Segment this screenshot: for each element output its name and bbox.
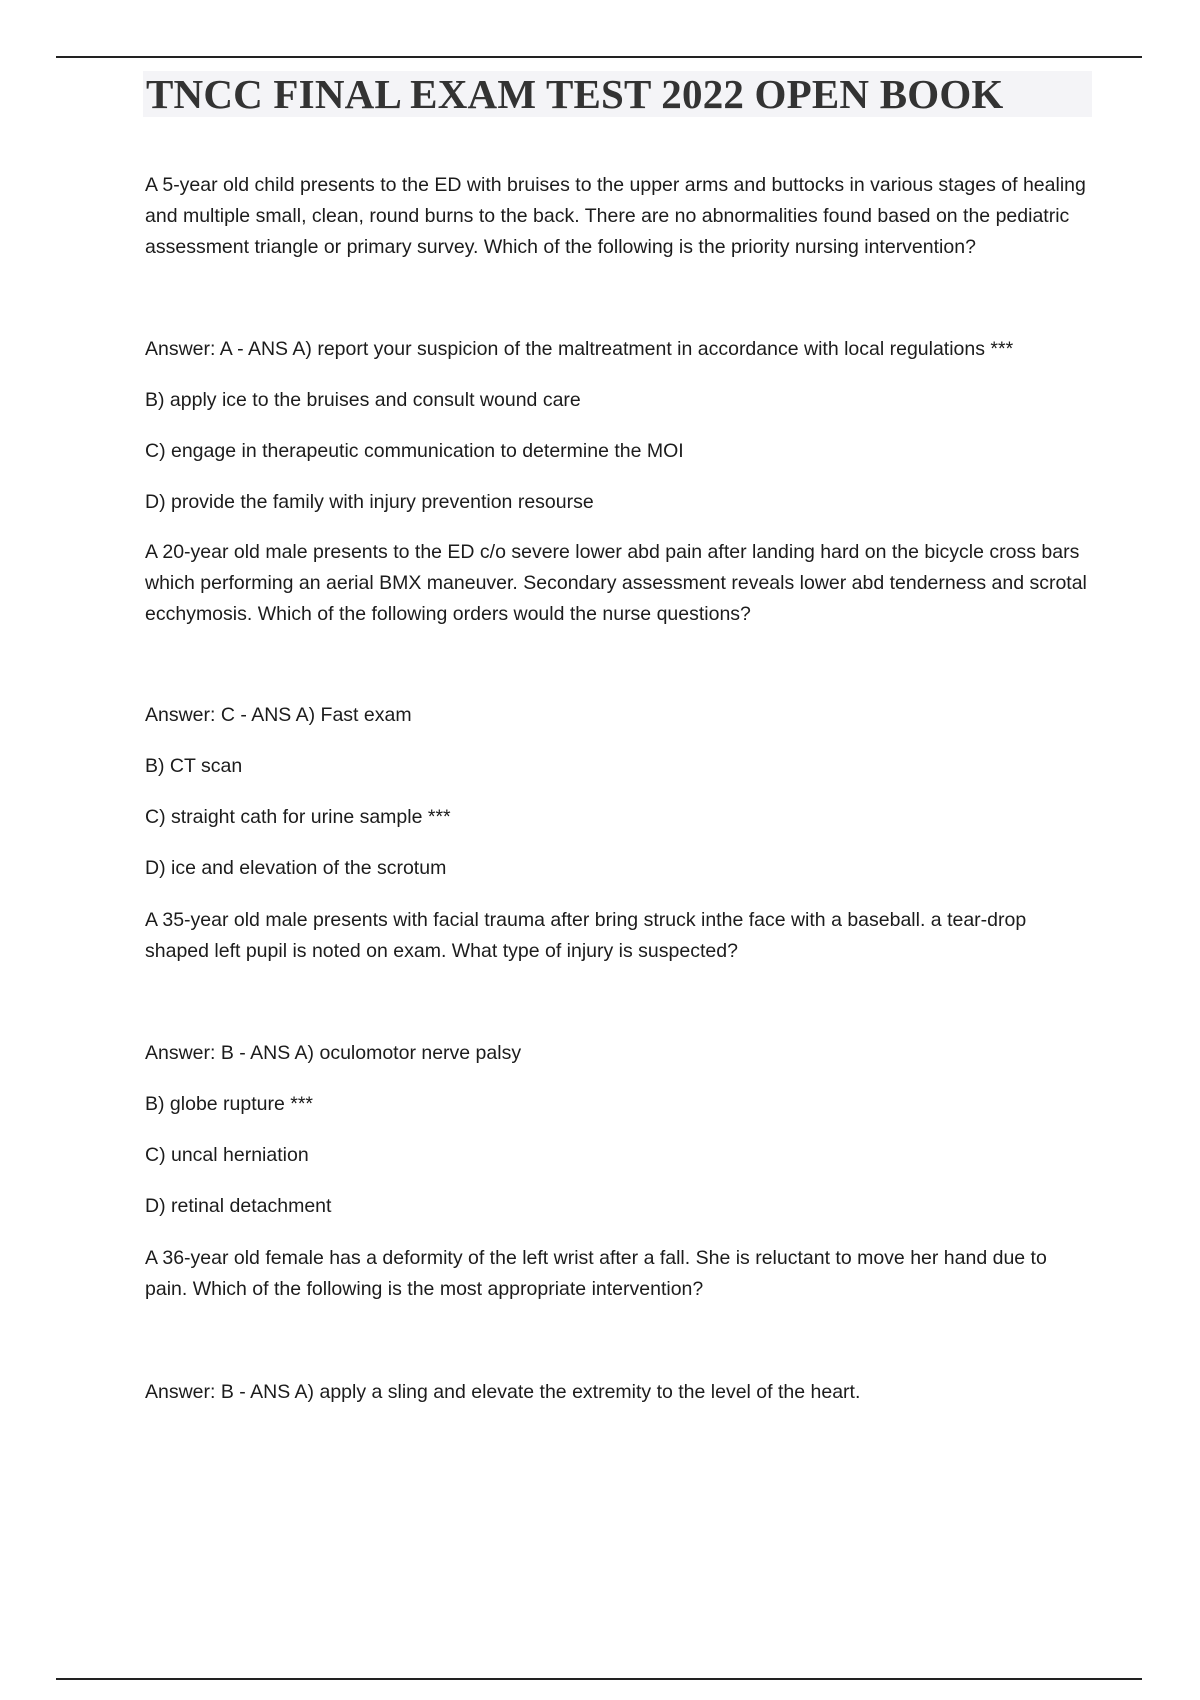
bottom-rule [56, 1678, 1142, 1680]
answer-option: C) uncal herniation [145, 1144, 309, 1166]
question-block-4 [145, 1243, 1090, 1408]
answer-option: D) provide the family with injury prevention resourse [145, 491, 594, 513]
document-body [145, 170, 1090, 1408]
answer-option: C) engage in therapeutic communication to determine the MOI [145, 440, 684, 462]
question-text: A 20-year old male presents to the ED c/o severe lower abd pain after landing hard on the bicycle cross bars which performing an aerial BMX maneuver. Secondary assessment reveals lower abd tenderness and scrotal ecchymosis. Which of the following orders would the nurse questions? [145, 541, 1087, 625]
answer-line: Answer: B - ANS A) oculomotor nerve palsy [145, 1042, 522, 1064]
question-block-1 [145, 170, 1090, 518]
answer-option: D) ice and elevation of the scrotum [145, 857, 447, 879]
answer-option: B) CT scan [145, 755, 243, 777]
question-block-2 [145, 537, 1090, 884]
question-text: A 5-year old child presents to the ED with bruises to the upper arms and buttocks in various stages of healing and multiple small, clean, round burns to the back. There are no abnormalities found based on the pediatric assessment triangle or primary survey. Which of the following is the priority nursing intervention? [145, 174, 1086, 258]
answer-line: Answer: A - ANS A) report your suspicion of the maltreatment in accordance with local regulations *** [145, 338, 1014, 360]
answer-line: Answer: C - ANS A) Fast exam [145, 704, 412, 726]
question-block-3 [145, 905, 1090, 1222]
question-text: A 36-year old female has a deformity of the left wrist after a fall. She is reluctant to move her hand due to pain. Which of the following is the most appropriate intervention? [145, 1247, 1047, 1300]
answer-option: B) apply ice to the bruises and consult wound care [145, 389, 581, 411]
answer-option: C) straight cath for urine sample *** [145, 806, 451, 828]
answer-option: B) globe rupture *** [145, 1093, 314, 1115]
page-title: TNCC FINAL EXAM TEST 2022 OPEN BOOK [146, 71, 1004, 117]
answer-option: D) retinal detachment [145, 1195, 332, 1217]
question-text: A 35-year old male presents with facial trauma after bring struck inthe face with a baseball. a tear-drop shaped left pupil is noted on exam. What type of injury is suspected? [145, 909, 1027, 962]
top-rule [56, 56, 1142, 58]
answer-line: Answer: B - ANS A) apply a sling and elevate the extremity to the level of the heart. [145, 1381, 861, 1403]
